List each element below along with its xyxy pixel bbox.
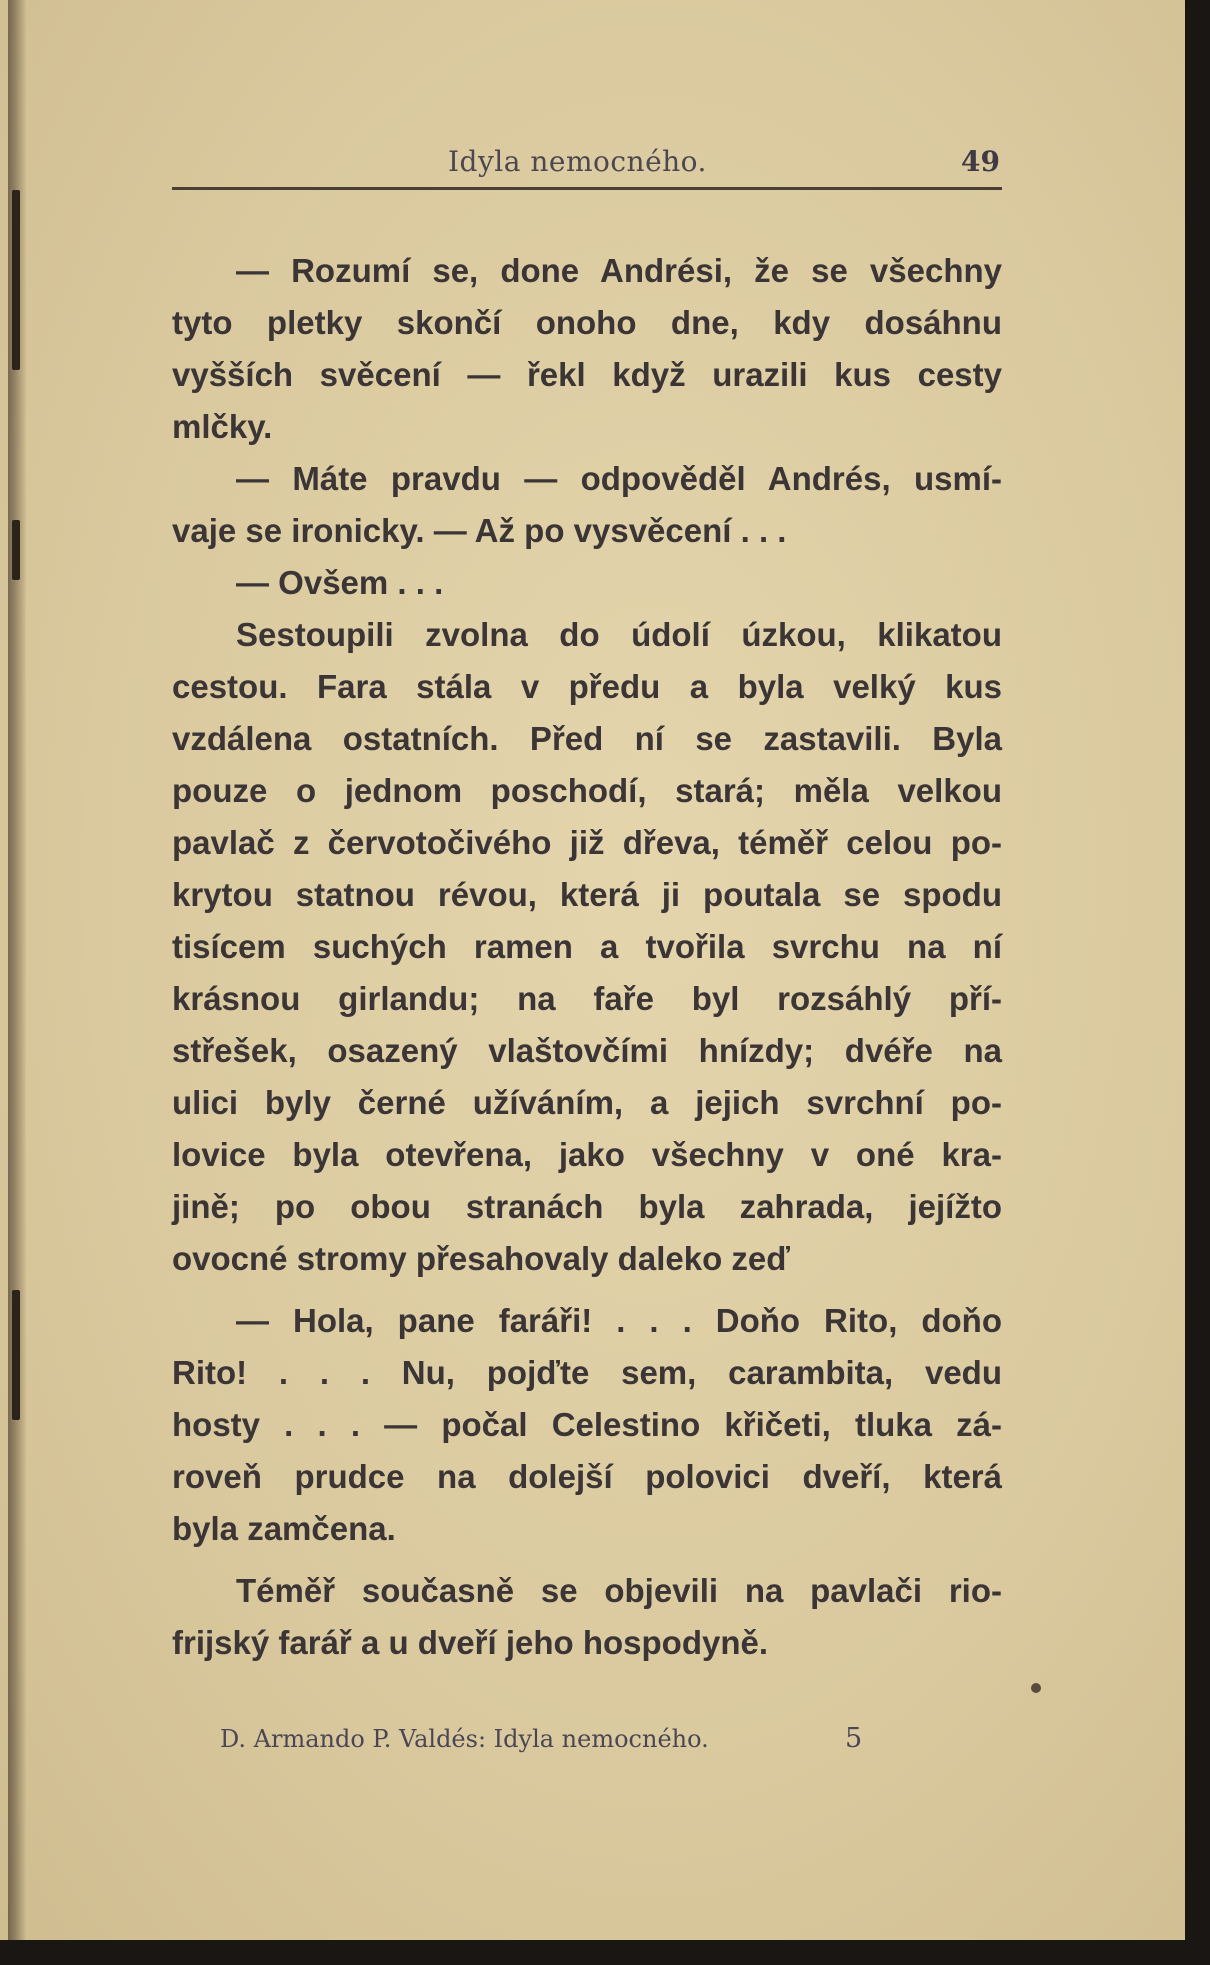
text-line: — Ovšem . . . bbox=[236, 564, 444, 601]
text-line: vaje se ironicky. — Až po vysvěcení . . . bbox=[172, 512, 787, 549]
text-line: tyto pletky skončí onoho dne, kdy dosáhnu bbox=[172, 304, 1002, 341]
text-line: krásnou girlandu; na faře byl rozsáhlý pří- bbox=[172, 980, 1002, 1017]
text-line: mlčky. bbox=[172, 408, 273, 445]
body-text bbox=[172, 245, 1002, 1669]
text-line: Rito! . . . Nu, pojďte sem, carambita, vedu bbox=[172, 1354, 1002, 1391]
text-line: tisícem suchých ramen a tvořila svrchu na ní bbox=[172, 928, 1002, 965]
text-line: Téměř současně se objevili na pavlači rio- bbox=[236, 1572, 1002, 1609]
paragraph-gap bbox=[172, 1555, 1002, 1565]
text-line: vzdálena ostatních. Před ní se zastavili. Byla bbox=[172, 720, 1002, 757]
paragraph bbox=[172, 1295, 1002, 1555]
binding-shadow-mark bbox=[12, 520, 20, 580]
sheet-number: 5 bbox=[845, 1723, 863, 1754]
text-line: ulici byly černé užíváním, a jejich svrchní po- bbox=[172, 1084, 1002, 1121]
text-line: cestou. Fara stála v předu a byla velký kus bbox=[172, 668, 1002, 705]
running-title: Idyla nemocného. bbox=[448, 145, 707, 178]
paragraph bbox=[172, 453, 1002, 557]
text-line: hosty . . . — počal Celestino křičeti, tluka zá- bbox=[172, 1406, 1002, 1443]
text-line: — Hola, pane faráři! . . . Doňo Rito, doňo bbox=[236, 1302, 1002, 1339]
paragraph bbox=[172, 609, 1002, 1285]
text-line: krytou statnou révou, která ji poutala se spodu bbox=[172, 876, 1002, 913]
text-line: frijský farář a u dveří jeho hospodyně. bbox=[172, 1624, 769, 1661]
paragraph bbox=[172, 1565, 1002, 1669]
page-number: 49 bbox=[961, 145, 1000, 178]
text-line: Sestoupili zvolna do údolí úzkou, klikatou bbox=[236, 616, 1002, 653]
text-line: pavlač z červotočivého již dřeva, téměř celou po- bbox=[172, 824, 1002, 861]
text-line: lovice byla otevřena, jako všechny v oné kra- bbox=[172, 1136, 1002, 1173]
text-line: roveň prudce na dolejší polovici dveří, která bbox=[172, 1458, 1002, 1495]
running-header bbox=[172, 145, 1002, 190]
text-line: jině; po obou stranách byla zahrada, jejížto bbox=[172, 1188, 1002, 1225]
text-line: vyšších svěcení — řekl když urazili kus cesty bbox=[172, 356, 1002, 393]
binding-shadow-mark bbox=[12, 1290, 20, 1420]
text-line: střešek, osazený vlaštovčími hnízdy; dvéře na bbox=[172, 1032, 1002, 1069]
footer-signature: D. Armando P. Valdés: Idyla nemocného. bbox=[220, 1725, 709, 1753]
text-line: ovocné stromy přesahovaly daleko zeď bbox=[172, 1240, 790, 1277]
paragraph bbox=[172, 557, 1002, 609]
text-line: pouze o jednom poschodí, stará; měla velkou bbox=[172, 772, 1002, 809]
text-line: byla zamčena. bbox=[172, 1510, 396, 1547]
text-line: — Rozumí se, done Andrési, že se všechny bbox=[236, 252, 1002, 289]
binding-shadow-mark bbox=[12, 190, 20, 370]
ink-dot-mark bbox=[1031, 1683, 1041, 1693]
paragraph bbox=[172, 245, 1002, 453]
text-line: — Máte pravdu — odpověděl Andrés, usmí- bbox=[236, 460, 1002, 497]
paragraph-gap bbox=[172, 1285, 1002, 1295]
